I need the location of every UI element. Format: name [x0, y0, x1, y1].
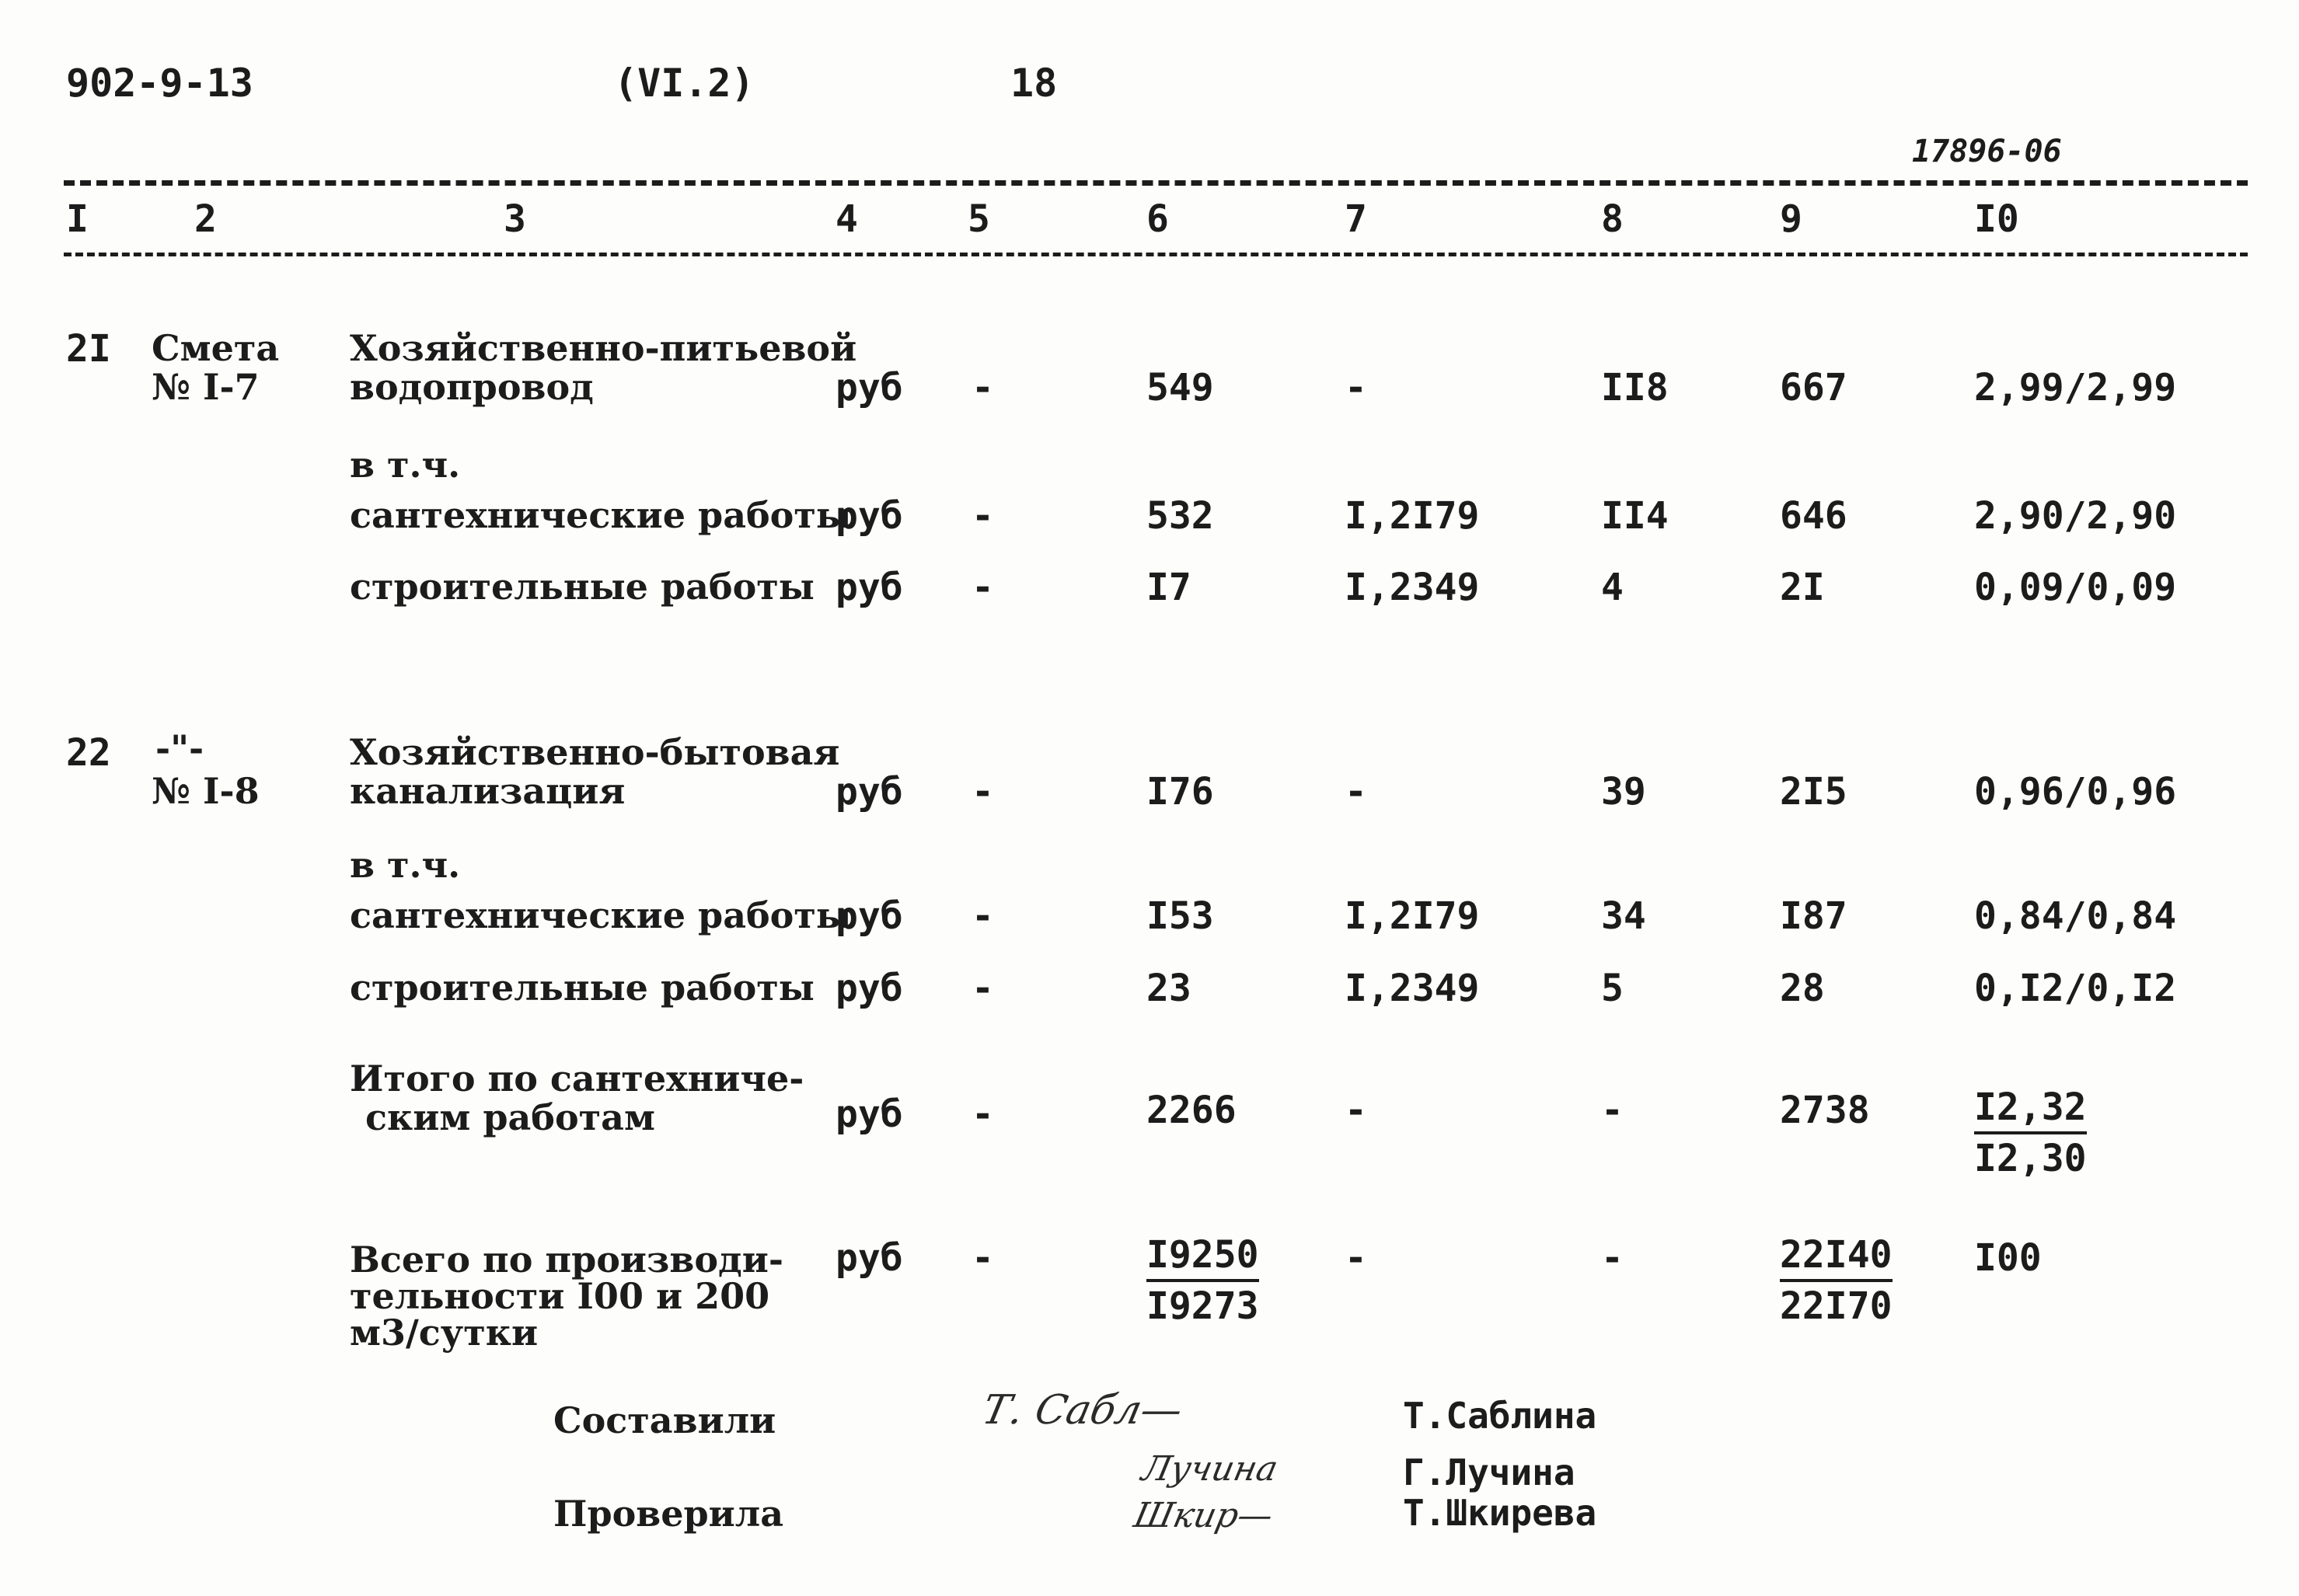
compiled-label: Составили — [553, 1399, 776, 1441]
doc-section: (VI.2) — [614, 61, 755, 106]
row-col8: 39 — [1601, 770, 1646, 814]
subrow-unit: руб — [836, 894, 903, 938]
total-col9: 2738 — [1780, 1089, 1870, 1132]
subrow-col6: I53 — [1146, 894, 1214, 938]
subrow-col7: I,2I79 — [1345, 494, 1480, 538]
doc-code: 902-9-13 — [66, 61, 253, 106]
row-col5: - — [972, 366, 994, 409]
checked-label: Проверила — [553, 1493, 784, 1535]
row-col7: - — [1345, 770, 1367, 814]
col-header-7: 7 — [1345, 197, 1367, 241]
grand-col9-bottom: 22I70 — [1780, 1284, 1893, 1328]
subrow-col10: 2,90/2,90 — [1974, 494, 2177, 538]
page-number: 18 — [1010, 61, 1058, 106]
col-header-9: 9 — [1780, 197, 1802, 241]
row-name-line2: водопровод — [350, 366, 594, 408]
archive-number: 17896-06 — [1912, 134, 2062, 169]
row-col6: I76 — [1146, 770, 1214, 814]
col-header-4: 4 — [836, 197, 858, 241]
total-col10-top: I2,32 — [1974, 1088, 2087, 1134]
grand-col6-fraction — [1146, 1235, 1259, 1326]
row-col8: II8 — [1601, 366, 1669, 409]
total-col5: - — [972, 1092, 994, 1136]
subrow-col9: 2I — [1780, 566, 1825, 609]
grand-col6-bottom: I9273 — [1146, 1284, 1259, 1328]
subrow-col7: I,2349 — [1345, 967, 1480, 1010]
row-ref-number: № I-7 — [152, 366, 260, 408]
header-line-bottom — [64, 253, 2248, 256]
total-col10-fraction — [1974, 1085, 2087, 1180]
handwritten-signature-3: Шкир— — [1130, 1496, 1277, 1535]
grand-col9-fraction — [1780, 1235, 1893, 1326]
total-name-line1: Итого по сантехниче- — [350, 1058, 804, 1099]
col-header-10: I0 — [1974, 197, 2019, 241]
person-2: Г.Лучина — [1403, 1451, 1575, 1493]
row-col9: 2I5 — [1780, 770, 1847, 814]
row-number: 22 — [66, 731, 111, 775]
subrow-col5: - — [972, 967, 994, 1010]
subrow-col5: - — [972, 566, 994, 609]
subrow-col8: 4 — [1601, 566, 1624, 609]
grand-col6-top: I9250 — [1146, 1235, 1259, 1282]
total-unit: руб — [836, 1092, 903, 1136]
subrow-col8: 34 — [1601, 894, 1646, 938]
subrow-col6: I7 — [1146, 566, 1191, 609]
row-col5: - — [972, 770, 994, 814]
row-ref-number: № I-8 — [152, 770, 260, 812]
grand-name-line2: тельности I00 и 200 — [350, 1275, 770, 1317]
subrow-name: сантехнические работы — [350, 894, 852, 936]
col-header-8: 8 — [1601, 197, 1624, 241]
grand-col7: - — [1345, 1236, 1367, 1280]
total-col7: - — [1345, 1089, 1367, 1132]
handwritten-signature-2: Лучина — [1138, 1449, 1282, 1489]
subrow-col7: I,2I79 — [1345, 894, 1480, 938]
person-3: Т.Шкирева — [1403, 1492, 1597, 1534]
including-label: в т.ч. — [350, 844, 461, 886]
row-name-line1: Хозяйственно-бытовая — [350, 731, 840, 773]
subrow-col6: 532 — [1146, 494, 1214, 538]
row-name-line1: Хозяйственно-питьевой — [350, 327, 857, 369]
total-col10-bottom: I2,30 — [1974, 1137, 2087, 1180]
subrow-col8: II4 — [1601, 494, 1669, 538]
row-ref: -"- — [155, 727, 204, 769]
grand-col9-top: 22I40 — [1780, 1235, 1893, 1282]
subrow-col10: 0,84/0,84 — [1974, 894, 2177, 938]
row-col9: 667 — [1780, 366, 1847, 409]
row-name-line2: канализация — [350, 770, 626, 812]
person-1: Т.Саблина — [1403, 1395, 1597, 1437]
subrow-col10: 0,09/0,09 — [1974, 566, 2177, 609]
subrow-col9: 28 — [1780, 967, 1825, 1010]
total-col6: 2266 — [1146, 1089, 1237, 1132]
grand-name-line1: Всего по производи- — [350, 1239, 783, 1281]
col-header-6: 6 — [1146, 197, 1169, 241]
grand-name-line3: м3/сутки — [350, 1312, 539, 1354]
row-unit: руб — [836, 770, 903, 814]
subrow-name: сантехнические работы — [350, 494, 852, 536]
subrow-name: строительные работы — [350, 566, 815, 608]
row-col10: 2,99/2,99 — [1974, 366, 2177, 409]
row-unit: руб — [836, 366, 903, 409]
subrow-unit: руб — [836, 566, 903, 609]
col-header-1: I — [66, 197, 89, 241]
col-header-3: 3 — [504, 197, 526, 241]
col-header-2: 2 — [194, 197, 217, 241]
subrow-col8: 5 — [1601, 967, 1624, 1010]
subrow-unit: руб — [836, 494, 903, 538]
subrow-col5: - — [972, 894, 994, 938]
grand-col5: - — [972, 1236, 994, 1280]
subrow-col7: I,2349 — [1345, 566, 1480, 609]
total-name-line2: ским работам — [365, 1096, 655, 1138]
including-label: в т.ч. — [350, 444, 461, 486]
row-ref: Смета — [152, 327, 280, 369]
total-col8: - — [1601, 1089, 1624, 1132]
subrow-name: строительные работы — [350, 967, 815, 1009]
col-header-5: 5 — [968, 197, 990, 241]
grand-col8: - — [1601, 1236, 1624, 1280]
grand-unit: руб — [836, 1236, 903, 1280]
subrow-col6: 23 — [1146, 967, 1191, 1010]
row-number: 2I — [66, 327, 111, 371]
subrow-col9: I87 — [1780, 894, 1847, 938]
subrow-col10: 0,I2/0,I2 — [1974, 967, 2177, 1010]
row-col6: 549 — [1146, 366, 1214, 409]
grand-col10: I00 — [1974, 1236, 2042, 1280]
subrow-col5: - — [972, 494, 994, 538]
handwritten-signature-1: Т. Сабл— — [978, 1387, 1187, 1434]
row-col7: - — [1345, 366, 1367, 409]
subrow-col9: 646 — [1780, 494, 1847, 538]
row-col10: 0,96/0,96 — [1974, 770, 2177, 814]
header-line-top — [64, 180, 2248, 186]
subrow-unit: руб — [836, 967, 903, 1010]
